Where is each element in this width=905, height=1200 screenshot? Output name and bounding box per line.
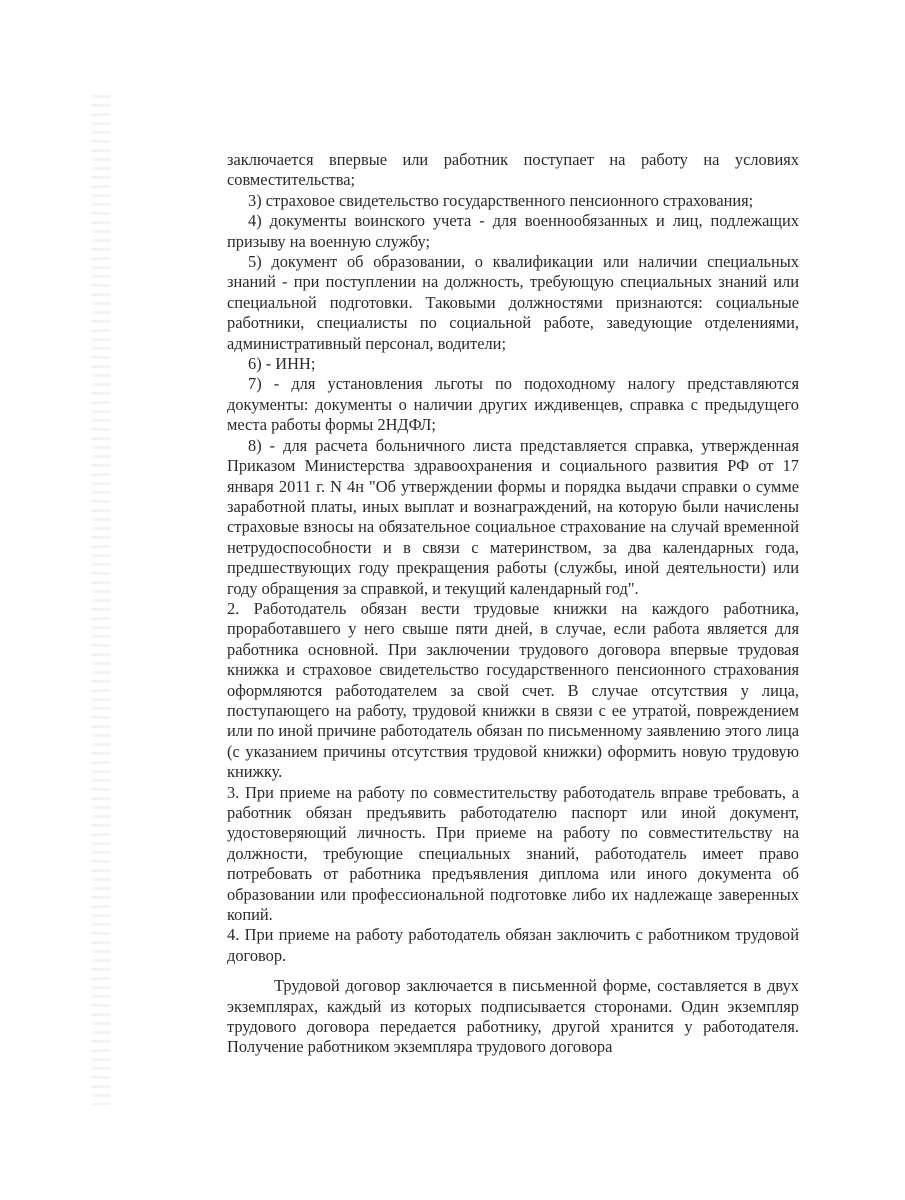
list-item-6: 6) - ИНН; <box>248 354 316 374</box>
paragraph-continuation: заключается впервые или работник поступает на работу на условиях совместительства; <box>227 150 799 190</box>
list-item-7: 7) - для установления льготы по подоходному налогу представляются документы: документы о наличии других иждивенцев, справка с предыдущего места работы формы 2НДФЛ; <box>227 374 799 435</box>
document-page <box>227 150 799 1058</box>
section-4-paragraph: 4. При приеме на работу работодатель обязан заключить с работником трудовой договор. <box>227 925 799 965</box>
section-2-paragraph: 2. Работодатель обязан вести трудовые книжки на каждого работника, проработавшего у него свыше пяти дней, в случае, если работа является для работника основной. При заключении трудового договора впервые трудовая книжка и страховое свидетельство государственного пенсионного страхования оформляются работодателем за свой счет. В случае отсутствия у лица, поступающего на работу, трудовой книжки в связи с ее утратой, повреждением или по иной причине работодатель обязан по письменному заявлению этого лица (с указанием причины отсутствия трудовой книжки) оформить новую трудовую книжку. <box>227 598 799 782</box>
list-item-4: 4) документы воинского учета - для военнообязанных и лиц, подлежащих призыву на военную службу; <box>227 211 799 251</box>
list-item-5: 5) документ об образовании, о квалификации или наличии специальных знаний - при поступлении на должность, требующую специальных знаний или специальной подготовки. Таковыми должностями признаются: социальные работники, специалисты по социальной работе, заведующие отделениями, административный персонал, водители; <box>227 252 799 353</box>
section-3-paragraph: 3. При приеме на работу по совместительству работодатель вправе требовать, а работник обязан предъявить работодателю паспорт или иной документ, удостоверяющий личность. При приеме на работу по совместительству на должности, требующие специальных знаний, работодатель имеет право потребовать от работника предъявления диплома или иного документа об образовании или профессиональной подготовке либо их надлежаще заверенных копий. <box>227 782 799 925</box>
list-item-8: 8) - для расчета больничного листа представляется справка, утвержденная Приказом Министерства здравоохранения и социального развития РФ от 17 января 2011 г. N 4н "Об утверждении формы и порядка выдачи справки о сумме заработной платы, иных выплат и вознаграждений, на которую были начислены страховые взносы на обязательное социальное страхование на случай временной нетрудоспособности и в связи с материнством, за два календарных года, предшествующих году прекращения работы (службы, иной деятельности) или году обращения за справкой, и текущий календарный год". <box>227 435 799 598</box>
scan-binding-edge <box>92 95 110 1105</box>
contract-paragraph: Трудовой договор заключается в письменной форме, составляется в двух экземплярах, каждый из которых подписывается сторонами. Один экземпляр трудового договора передается работнику, другой хранится у работодателя. Получение работником экземпляра трудового договора <box>227 976 799 1057</box>
list-item-3: 3) страховое свидетельство государственного пенсионного страхования; <box>248 190 754 210</box>
